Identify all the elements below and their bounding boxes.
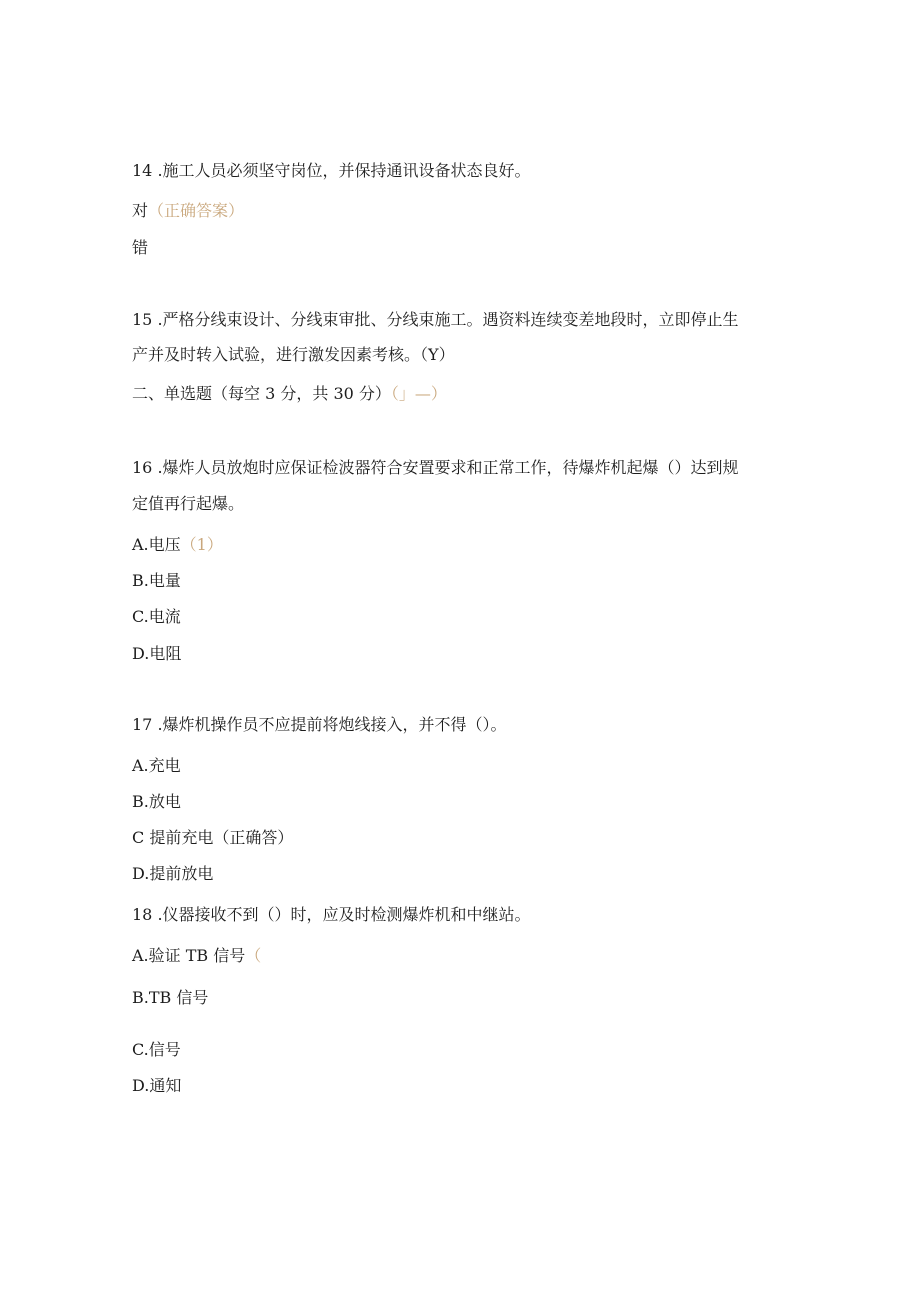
question-18-option-b[interactable] [132, 987, 208, 1009]
question-16-text-line-2: 定值再行起爆。 [132, 494, 245, 513]
question-15-line-2 [132, 344, 455, 366]
question-17-option-c[interactable] [132, 827, 293, 849]
correct-answer-hint: （正确答案） [148, 201, 245, 220]
question-17 [132, 714, 507, 736]
section-2-hint: （」—） [390, 384, 447, 403]
option-label: B.TB 信号 [132, 988, 209, 1007]
section-2-heading [132, 383, 447, 405]
question-16-option-a[interactable] [132, 534, 223, 556]
option-label: A.电压 [132, 535, 181, 554]
question-15-line-1 [132, 309, 739, 331]
question-17-option-d[interactable] [132, 863, 213, 885]
option-a-hint: （1） [180, 535, 223, 554]
option-label: 对 [132, 201, 149, 220]
question-18-text: 18 .仪器接收不到（）时，应及时检测爆炸机和中继站。 [132, 905, 531, 924]
question-14 [132, 160, 531, 182]
option-label: D.电阻 [132, 644, 182, 663]
option-label: D.通知 [132, 1076, 182, 1095]
question-14-text: 14 .施工人员必须坚守岗位，并保持通讯设备状态良好。 [132, 161, 531, 180]
question-16-option-d[interactable] [132, 643, 181, 665]
option-label: B.电量 [132, 571, 181, 590]
question-15-text-line-1: 15 .严格分线束设计、分线束审批、分线束施工。遇资料连续变差地段时，立即停止生 [132, 310, 739, 329]
question-17-text: 17 .爆炸机操作员不应提前将炮线接入，并不得（）。 [132, 715, 507, 734]
question-16-text-line-1: 16 .爆炸人员放炮时应保证检波器符合安置要求和正常工作，待爆炸机起爆（）达到规 [132, 458, 739, 477]
section-2-title: 二、单选题（每空 3 分，共 30 分） [132, 384, 391, 403]
question-16-line-2 [132, 493, 244, 515]
option-label: D.提前放电 [132, 864, 214, 883]
question-16-option-b[interactable] [132, 570, 181, 592]
question-17-option-b[interactable] [132, 791, 181, 813]
option-label: C.信号 [132, 1040, 181, 1059]
question-18 [132, 904, 531, 926]
option-label: A.验证 TB 信号 [132, 946, 246, 965]
question-18-option-a[interactable] [132, 945, 261, 967]
question-17-option-a[interactable] [132, 755, 181, 777]
question-18-option-c[interactable] [132, 1039, 181, 1061]
option-label: C 提前充电（正确答） [132, 828, 294, 847]
option-label: A.充电 [132, 756, 181, 775]
option-a-hint: （ [245, 946, 262, 965]
question-16-option-c[interactable] [132, 606, 181, 628]
question-16-line-1 [132, 457, 739, 479]
option-label: C.电流 [132, 607, 181, 626]
option-label: 错 [132, 238, 149, 257]
question-14-option-false[interactable] [132, 237, 148, 259]
question-18-option-d[interactable] [132, 1075, 181, 1097]
question-14-option-true[interactable] [132, 200, 244, 222]
question-15-text-line-2: 产并及时转入试验，进行激发因素考核。（Y） [132, 345, 455, 364]
option-label: B.放电 [132, 792, 181, 811]
